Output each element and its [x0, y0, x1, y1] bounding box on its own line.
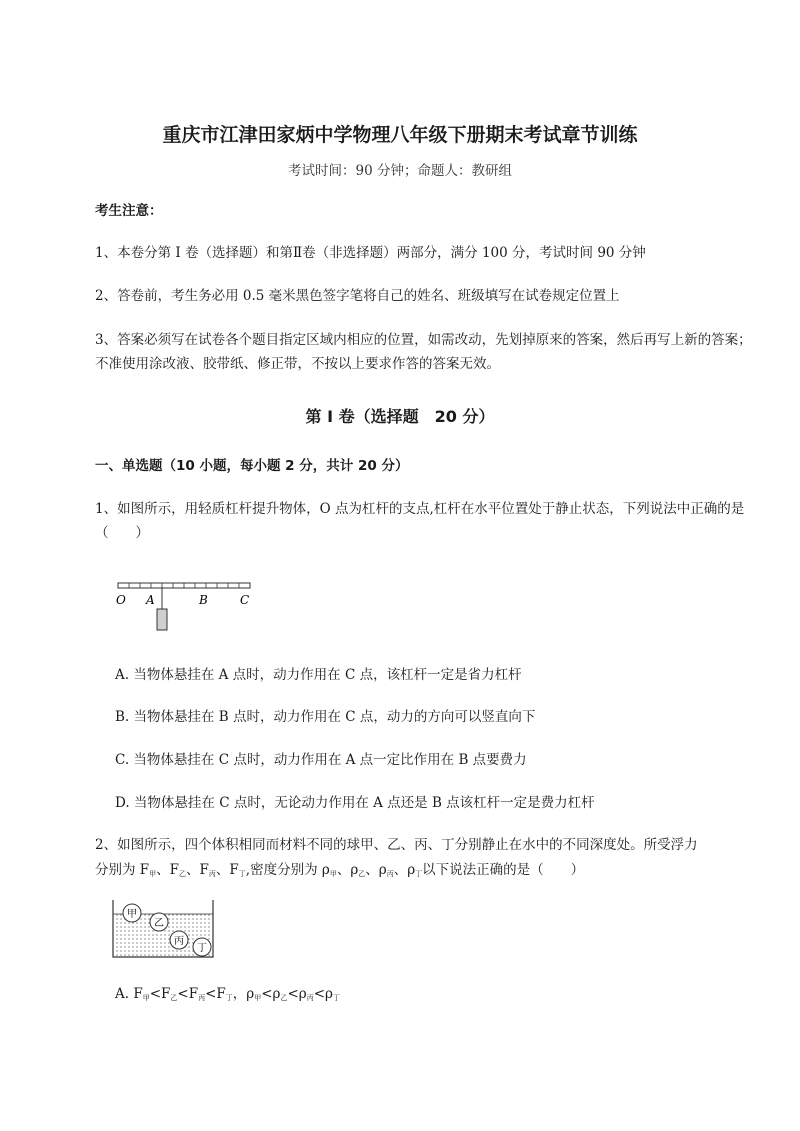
ball-bing	[170, 931, 188, 949]
notice-heading: 考生注意：	[95, 203, 163, 219]
notice-item-1: 1、本卷分第 I 卷（选择题）和第Ⅱ卷（非选择题）两部分，满分 100 分，考试时间 90 分钟	[95, 245, 646, 261]
q1-option-c[interactable]: C. 当物体悬挂在 C 点时，动力作用在 A 点一定比作用在 B 点要费力	[115, 752, 527, 768]
label-b: B	[199, 593, 208, 607]
page-title: 重庆市江津田家炳中学物理八年级下册期末考试章节训练	[162, 124, 638, 146]
svg-text:甲: 甲	[127, 909, 137, 920]
question-2-stem-line2: 分别为 $F_甲$、$F_乙$、$F_丙$、$F_丁$,密度分别为 $\rho_甲$、$\rho_乙$、$\rho_丙$、$\rho_丁$以下说法正确的是（ ）	[95, 862, 585, 878]
q1-option-b[interactable]: B. 当物体悬挂在 B 点时，动力作用在 C 点，动力的方向可以竖直向下	[115, 709, 536, 725]
svg-text:丁: 丁	[197, 943, 207, 954]
section-title: 第 I 卷（选择题 20 分）	[305, 407, 495, 426]
ball-ding	[193, 938, 211, 956]
water-tank-figure	[112, 898, 216, 960]
lever-figure	[112, 578, 262, 636]
label-o: O	[116, 593, 126, 607]
label-c: C	[240, 593, 250, 607]
notice-item-3: 3、答案必须写在试卷各个题目指定区域内相应的位置，如需改动，先划掉原来的答案，然后再写上新的答案；不准使用涂改液、胶带纸、修正带，不按以上要求作答的答案无效。	[95, 332, 752, 372]
part-heading: 一、单选题（10 小题，每小题 2 分，共计 20 分）	[95, 458, 409, 474]
q2-option-a[interactable]: A. $F_甲<F_乙<F_丙<F_丁$，$\rho_甲<\rho_乙<\rho_丙<\rho_丁$	[115, 986, 340, 1002]
svg-text:丙: 丙	[174, 936, 184, 947]
svg-text:乙: 乙	[154, 918, 164, 929]
label-a: A	[146, 593, 155, 607]
ball-jia	[123, 904, 141, 922]
hanging-weight	[157, 609, 167, 630]
q1-option-a[interactable]: A. 当物体悬挂在 A 点时，动力作用在 C 点，该杠杆一定是省力杠杆	[115, 667, 522, 683]
notice-item-2: 2、答卷前，考生务必用 0.5 毫米黑色签字笔将自己的姓名、班级填写在试卷规定位置上	[95, 288, 620, 304]
question-1-stem: 1、如图所示，用轻质杠杆提升物体，O 点为杠杆的支点,杠杆在水平位置处于静止状态，下列说法中正确的是（ ）	[95, 501, 745, 541]
q1-option-d[interactable]: D. 当物体悬挂在 C 点时，无论动力作用在 A 点还是 B 点该杠杆一定是费力杠杆	[115, 795, 595, 811]
exam-info: 考试时间：90 分钟；命题人：教研组	[288, 163, 512, 179]
ball-yi	[150, 913, 168, 931]
question-2-stem-line1: 2、如图所示，四个体积相同而材料不同的球甲、乙、丙、丁分别静止在水中的不同深度处。所受浮力	[95, 837, 698, 853]
